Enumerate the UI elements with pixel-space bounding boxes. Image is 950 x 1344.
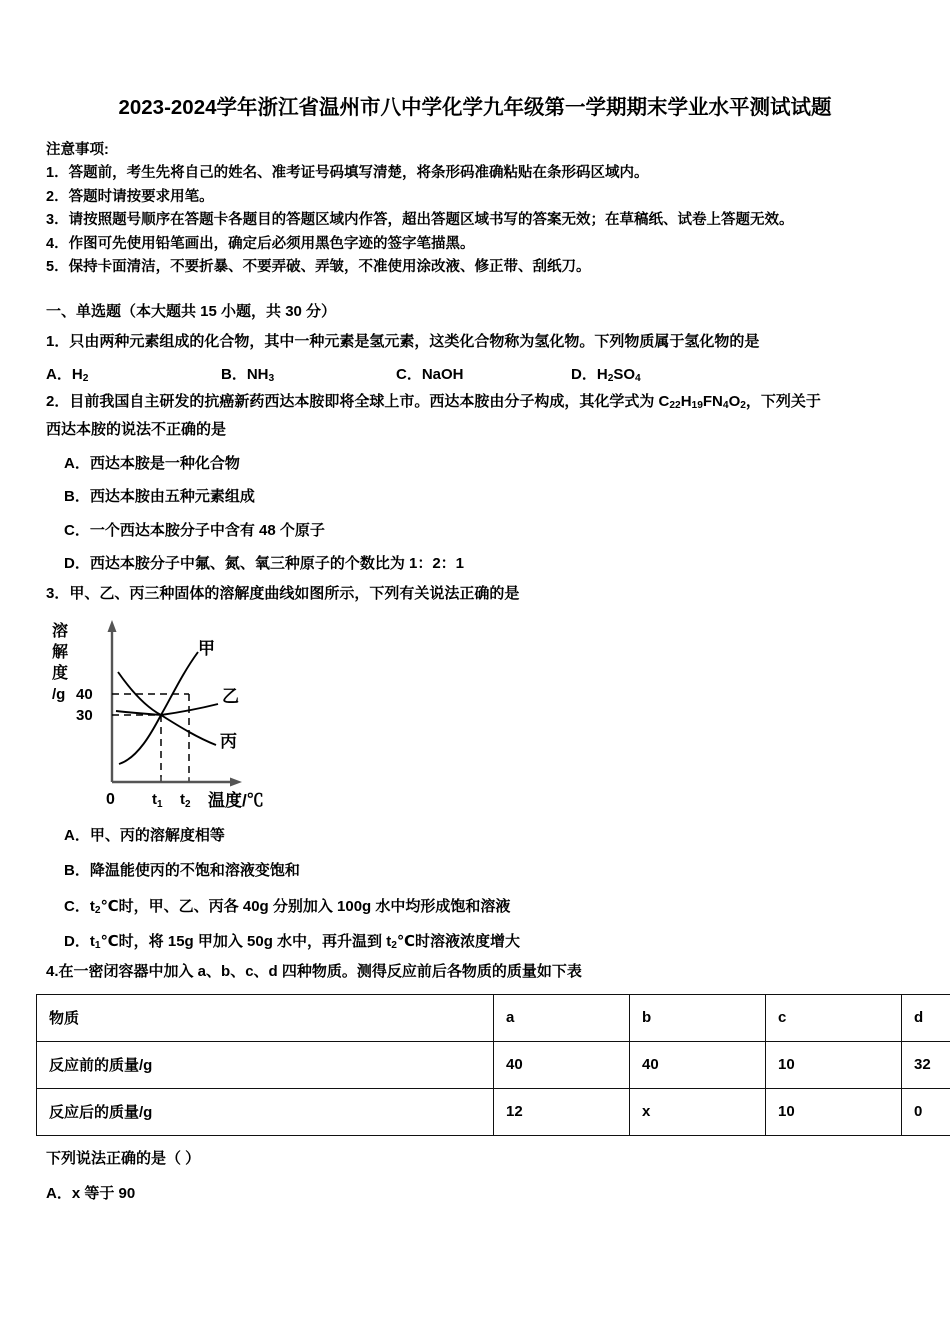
page-title: 2023-2024学年浙江省温州市八中学化学九年级第一学期期末学业水平测试试题: [118, 96, 832, 119]
x-axis-arrow: [230, 777, 242, 786]
question-3-text: 甲、乙、丙三种固体的溶解度曲线如图所示，下列有关说法正确的是: [69, 584, 520, 602]
question-2-option-c[interactable]: C．一个西达本胺分子中含有 48 个原子: [64, 521, 325, 539]
question-1-number: 1．: [46, 332, 70, 350]
question-1-stem: [0, 324, 950, 354]
cell-after-d: 0: [902, 1088, 950, 1135]
x-tick-label-t2: $t_2$: [180, 790, 191, 810]
table-row: [37, 1041, 950, 1088]
table-header-a: a: [494, 994, 630, 1041]
x-tick-0: 0: [106, 790, 115, 808]
question-4-option-a[interactable]: A．x 等于 90: [46, 1185, 136, 1203]
question-4-text: 在一密闭容器中加入 a、b、c、d 四种物质。测得反应前后各物质的质量如下表: [58, 962, 582, 980]
y-tick-40: 40: [76, 685, 93, 703]
question-4-stem: [0, 954, 950, 984]
question-2-stem-line2: 西达本胺的说法不正确的是: [46, 420, 227, 438]
option-formula: $NH_3$: [246, 365, 275, 385]
row-label-after: 反应后的质量/g: [37, 1088, 494, 1135]
question-1-option-a[interactable]: [46, 363, 221, 384]
question-2-text-part2: ，下列关于: [745, 393, 821, 411]
option-letter: B．: [221, 365, 247, 383]
notice-heading: 注意事项:: [46, 141, 109, 158]
option-letter: C．: [64, 897, 90, 915]
section-heading: 一、单选题（本大题共 15 小题，共 30 分）: [46, 303, 337, 321]
question-2-option-b[interactable]: B．西达本胺由五种元素组成: [64, 488, 255, 506]
question-2-option-d[interactable]: D．西达本胺分子中氟、氮、氧三种原子的个数比为 1：2：1: [64, 555, 465, 573]
solubility-curve-chart: [46, 612, 346, 812]
y-axis-label-char: 溶: [52, 622, 69, 640]
notice-item: 5．保持卡面清洁，不要折暴、不要弄破、弄皱，不准使用涂改液、修正带、刮纸刀。: [46, 259, 591, 275]
y-axis-label-char: 解: [52, 643, 69, 661]
question-1-options: [0, 354, 950, 384]
question-3-option-b[interactable]: [0, 847, 950, 883]
question-1-option-b[interactable]: [221, 363, 396, 384]
option-text: $t_1℃$时，将 15g 甲加入 50g 水中，再升温到 $t_2℃$时溶液浓度增大: [89, 933, 521, 952]
row-label-before: 反应前的质量/g: [37, 1041, 494, 1088]
option-text: 甲、丙的溶解度相等: [89, 826, 225, 844]
cell-before-d: 32: [902, 1041, 950, 1088]
notice-item: 2．答题时请按要求用笔。: [46, 188, 214, 205]
question-3-option-d[interactable]: [0, 918, 950, 954]
cell-before-a: 40: [494, 1041, 630, 1088]
notice-item: 4．作图可先使用铅笔画出，确定后必须用黑色字迹的签字笔描黑。: [46, 235, 475, 252]
option-letter: A．: [46, 365, 72, 383]
option-letter: D．: [571, 365, 597, 383]
mass-data-table: [36, 994, 950, 1136]
option-text: $t_2℃$时，甲、乙、丙各 40g 分别加入 100g 水中均形成饱和溶液: [89, 897, 511, 916]
curve-label-yi: 乙: [222, 686, 239, 706]
question-1-text: 只由两种元素组成的化合物，其中一种元素是氢元素，这类化合物称为氢化物。下列物质属于氢化物的是: [69, 332, 760, 350]
cell-after-b: x: [630, 1088, 766, 1135]
cell-before-b: 40: [630, 1041, 766, 1088]
option-formula: $H_2$: [71, 365, 89, 385]
y-axis-arrow: [108, 620, 117, 632]
question-2-option-a[interactable]: A．西达本胺是一种化合物: [64, 454, 240, 472]
option-letter: C．: [396, 365, 422, 383]
question-1-option-d[interactable]: [571, 363, 746, 384]
option-letter: B．: [64, 862, 90, 880]
option-formula: NaOH: [421, 365, 464, 383]
question-2-stem: [0, 384, 950, 415]
mass-table-wrap: [0, 984, 950, 1136]
y-axis-label-char: 度: [52, 664, 69, 682]
curve-jia: [119, 652, 198, 764]
question-1-option-c[interactable]: [396, 363, 571, 384]
cell-before-c: 10: [766, 1041, 902, 1088]
question-3-option-a[interactable]: [0, 812, 950, 848]
notice-item: 1．答题前，考生先将自己的姓名、准考证号码填写清楚，将条形码准确粘贴在条形码区域内。: [46, 165, 649, 182]
question-2-formula: $C_{22}H_{19}FN_4O_2$: [658, 393, 746, 412]
cell-after-c: 10: [766, 1088, 902, 1135]
table-header-b: b: [630, 994, 766, 1041]
table-header-substance: 物质: [37, 994, 494, 1041]
y-axis-label-unit: /g: [52, 685, 66, 703]
option-text: 降温能使丙的不饱和溶液变饱和: [89, 862, 300, 880]
question-2-text-part1: 目前我国自主研发的抗癌新药西达本胺即将全球上市。西达本胺由分子构成，其化学式为: [69, 393, 659, 411]
x-tick-label-t1: $t_1$: [152, 790, 163, 810]
cell-after-a: 12: [494, 1088, 630, 1135]
notice-item: 3．请按照题号顺序在答题卡各题目的答题区域内作答，超出答题区域书写的答案无效；在草稿纸、试卷上答题无效。: [46, 212, 794, 229]
question-4-prompt: 下列说法正确的是（ ）: [46, 1149, 201, 1167]
table-header-c: c: [766, 994, 902, 1041]
question-2-number: 2．: [46, 393, 70, 411]
table-header-row: [37, 994, 950, 1041]
solubility-chart-wrap: [0, 606, 950, 812]
question-3-number: 3．: [46, 584, 70, 602]
question-4-number: 4.: [46, 962, 59, 980]
curve-label-bing: 丙: [220, 731, 237, 751]
option-letter: A．: [64, 826, 90, 844]
option-letter: D．: [64, 933, 90, 951]
table-row: [37, 1088, 950, 1135]
question-3-option-c[interactable]: [0, 883, 950, 919]
table-header-d: d: [902, 994, 950, 1041]
notice-block: [0, 121, 950, 280]
y-tick-30: 30: [76, 706, 93, 724]
option-formula: $H_2SO_4$: [596, 365, 641, 385]
curve-label-jia: 甲: [198, 638, 215, 658]
x-axis-title: 温度/℃: [208, 790, 264, 810]
question-3-stem: [0, 576, 950, 606]
chart-svg: [46, 612, 346, 812]
